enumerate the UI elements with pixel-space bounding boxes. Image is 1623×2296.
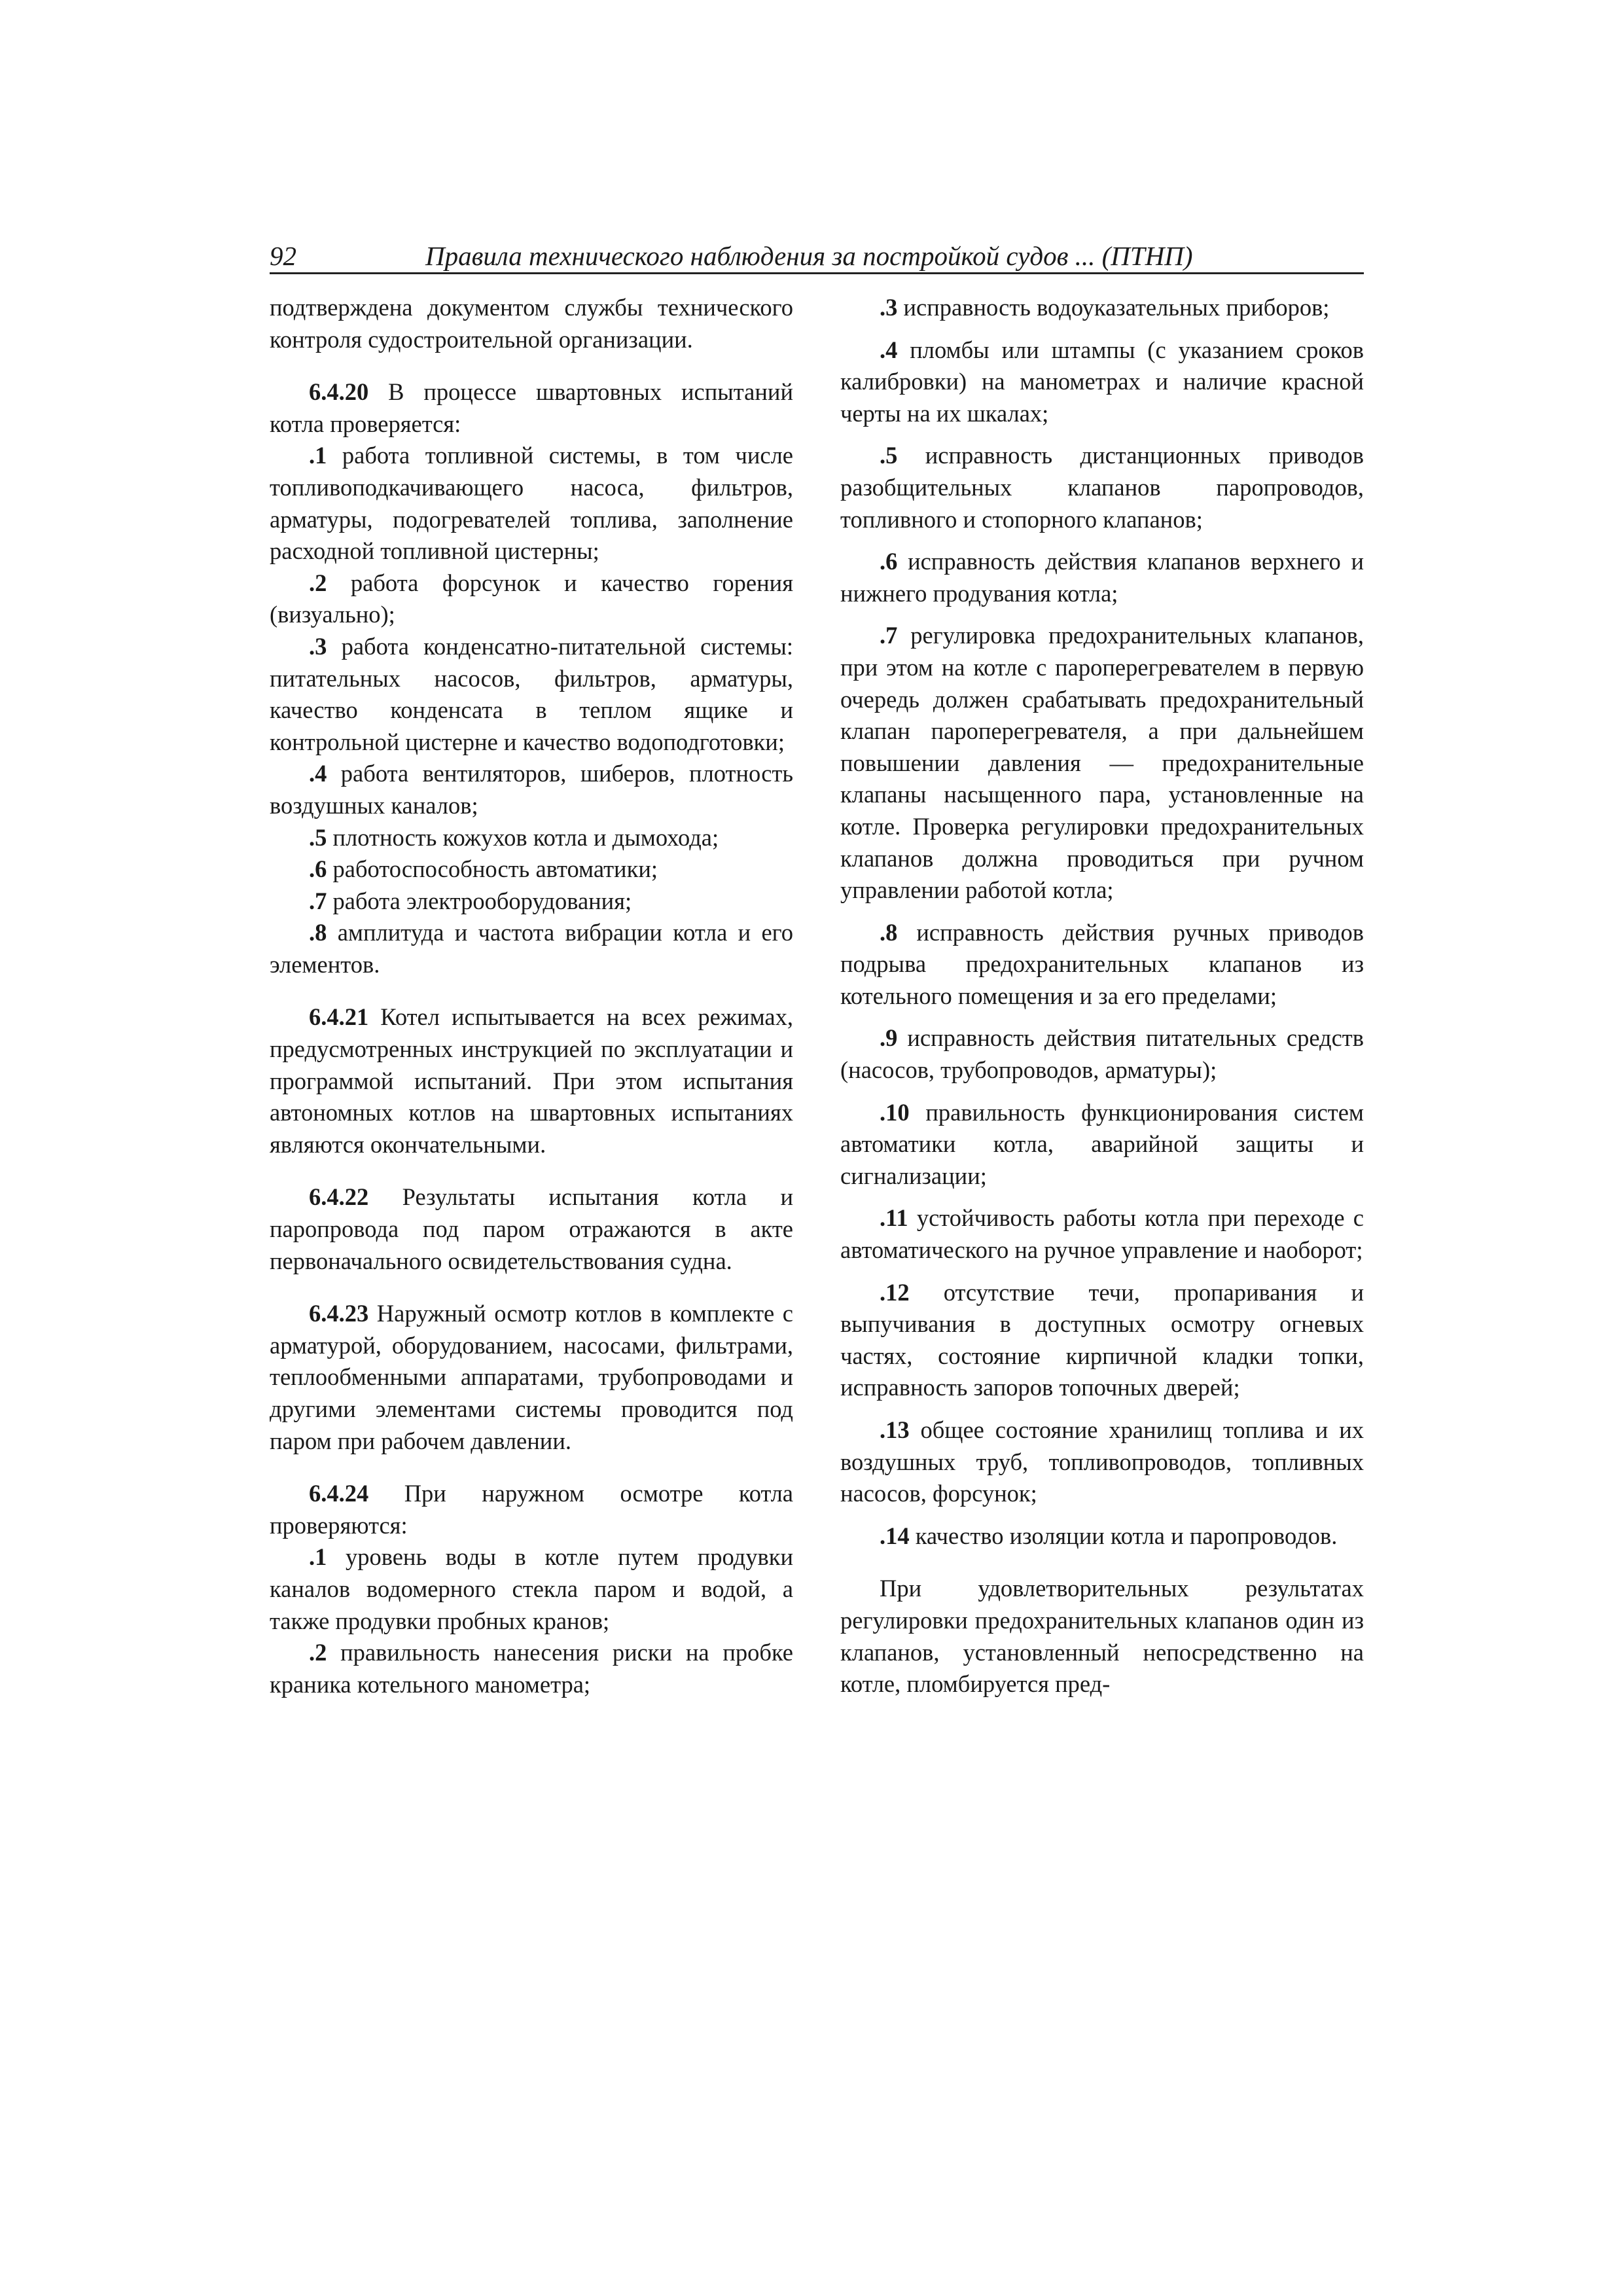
item-number: .4	[880, 336, 898, 363]
paragraph-text: При удовлетворительных результатах регулировки предохранительных клапанов один из клапанов, установленный непосредственно на котле, пломбируется пред-	[840, 1575, 1364, 1698]
list-item	[270, 440, 793, 567]
list-item	[840, 917, 1364, 1013]
text-paragraph	[270, 292, 793, 355]
paragraph-text: общее состояние хранилищ топлива и их воздушных труб, топливопроводов, топливных насосов, форсунок;	[840, 1416, 1364, 1507]
item-number: .11	[880, 1204, 908, 1232]
paragraph-text: работа топливной системы, в том числе топливоподкачивающего насоса, фильтров, арматуры, подогревателей топлива, заполнение расходной топливной цистерны;	[270, 442, 793, 565]
item-number: .3	[880, 294, 898, 321]
running-title: Правила технического наблюдения за постройкой судов ... (ПТНП)	[425, 241, 1193, 271]
item-number: .6	[309, 855, 327, 883]
clause-paragraph	[270, 1001, 793, 1160]
list-item	[840, 620, 1364, 906]
list-item	[270, 1637, 793, 1700]
item-number: .4	[309, 760, 327, 787]
clause-paragraph	[270, 1478, 793, 1541]
paragraph-text: правильность функционирования систем автоматики котла, аварийной защиты и сигнализации;	[840, 1098, 1364, 1189]
item-number: .10	[880, 1098, 910, 1126]
item-number: .2	[309, 569, 327, 596]
item-number: .5	[309, 823, 327, 851]
paragraph-text: пломбы или штампы (с указанием сроков калибровки) на манометрах и наличие красной черты на их шкалах;	[840, 336, 1364, 427]
paragraph-text: Наружный осмотр котлов в комплекте с арматурой, оборудованием, насосами, фильтрами, теплообменными аппаратами, трубопроводами и другими элементами системы проводится под паром при рабочем давлении.	[270, 1300, 793, 1454]
item-number: .7	[309, 887, 327, 914]
paragraph-text: амплитуда и частота вибрации котла и его элементов.	[270, 919, 793, 978]
item-number: .14	[880, 1522, 910, 1549]
text-paragraph	[840, 1573, 1364, 1700]
paragraph-text: исправность дистанционных приводов разобщительных клапанов паропроводов, топливного и стопорного клапанов;	[840, 442, 1364, 533]
list-item	[270, 822, 793, 854]
list-item	[840, 546, 1364, 609]
item-number: .12	[880, 1278, 910, 1306]
item-number: .8	[880, 918, 898, 946]
item-number: .7	[880, 622, 898, 649]
paragraph-text: работа форсунок и качество горения (визуально);	[270, 569, 793, 628]
list-item	[270, 853, 793, 886]
paragraph-text: Результаты испытания котла и паропровода под паром отражаются в акте первоначального освидетельствования судна.	[270, 1183, 793, 1274]
list-item	[840, 1022, 1364, 1086]
paragraph-text: исправность действия клапанов верхнего и нижнего продувания котла;	[840, 548, 1364, 607]
clause-paragraph	[270, 1181, 793, 1277]
item-number: 6.4.22	[309, 1183, 369, 1211]
item-number: 6.4.24	[309, 1480, 369, 1507]
item-number: .3	[309, 632, 327, 660]
paragraph-text: уровень воды в котле путем продувки каналов водомерного стекла паром и водой, а также продувки пробных кранов;	[270, 1543, 793, 1634]
item-number: .1	[309, 442, 327, 469]
list-item	[840, 440, 1364, 535]
list-item	[270, 1541, 793, 1637]
page-number: 92	[270, 241, 296, 271]
list-item	[270, 917, 793, 980]
list-item	[270, 631, 793, 758]
paragraph-text: плотность кожухов котла и дымохода;	[327, 823, 719, 851]
item-number: .5	[880, 442, 898, 469]
item-number: 6.4.21	[309, 1003, 369, 1031]
list-item	[840, 1277, 1364, 1404]
list-item	[840, 1097, 1364, 1193]
item-number: .13	[880, 1416, 910, 1443]
right-column	[840, 292, 1364, 1700]
item-number: 6.4.20	[309, 378, 369, 406]
paragraph-text: Котел испытывается на всех режимах, предусмотренных инструкцией по эксплуатации и программой испытаний. При этом испытания автономных котлов на швартовных испытаниях являются окончательными.	[270, 1003, 793, 1158]
item-number: .8	[309, 919, 327, 946]
paragraph-text: устойчивость работы котла при переходе с автоматического на ручное управление и наоборот;	[840, 1204, 1364, 1264]
list-item	[270, 886, 793, 918]
paragraph-text: качество изоляции котла и паропроводов.	[909, 1522, 1338, 1549]
list-item	[840, 1202, 1364, 1266]
paragraph-text: работа электрооборудования;	[327, 887, 632, 914]
list-item	[840, 292, 1364, 324]
item-number: .1	[309, 1543, 327, 1571]
paragraph-text: регулировка предохранительных клапанов, при этом на котле с пароперегревателем в первую очередь должен срабатывать предохранительный клапан пароперегревателя, а при дальнейшем повышении давления — предохранительные клапаны насыщенного пара, установленные на котле. Проверка регулировки предохранительных клапанов должна проводиться при ручном управлении работой котла;	[840, 622, 1364, 904]
list-item	[270, 758, 793, 821]
item-number: .2	[309, 1639, 327, 1666]
running-header	[270, 240, 1364, 274]
clause-paragraph	[270, 1298, 793, 1457]
list-item	[840, 1414, 1364, 1510]
left-column	[270, 292, 793, 1700]
paragraph-text: работа вентиляторов, шиберов, плотность воздушных каналов;	[270, 760, 793, 819]
paragraph-text: работоспособность автоматики;	[327, 855, 658, 883]
list-item	[270, 567, 793, 631]
list-item	[840, 1520, 1364, 1552]
paragraph-text: В процессе швартовных испытаний котла проверяется:	[270, 378, 793, 437]
paragraph-text: работа конденсатно-питательной системы: питательных насосов, фильтров, арматуры, качество конденсата в теплом ящике и контрольной цистерне и качество водоподготовки;	[270, 632, 793, 755]
paragraph-text: отсутствие течи, пропаривания и выпучивания в доступных осмотру огневых частях, состояние кирпичной кладки топки, исправность запоров топочных дверей;	[840, 1278, 1364, 1401]
paragraph-text: При наружном осмотре котла проверяются:	[270, 1480, 793, 1539]
item-number: 6.4.23	[309, 1300, 369, 1327]
clause-paragraph	[270, 376, 793, 440]
paragraph-text: исправность водоуказательных приборов;	[897, 294, 1330, 321]
item-number: .9	[880, 1024, 898, 1052]
item-number: .6	[880, 548, 898, 575]
paragraph-text: правильность нанесения риски на пробке краника котельного манометра;	[270, 1639, 793, 1698]
paragraph-text: исправность действия питательных средств (насосов, трубопроводов, арматуры);	[840, 1024, 1364, 1084]
paragraph-text: исправность действия ручных приводов подрыва предохранительных клапанов из котельного помещения и за его пределами;	[840, 918, 1364, 1009]
paragraph-text: подтверждена документом службы технического контроля судостроительной организации.	[270, 294, 793, 353]
list-item	[840, 334, 1364, 430]
